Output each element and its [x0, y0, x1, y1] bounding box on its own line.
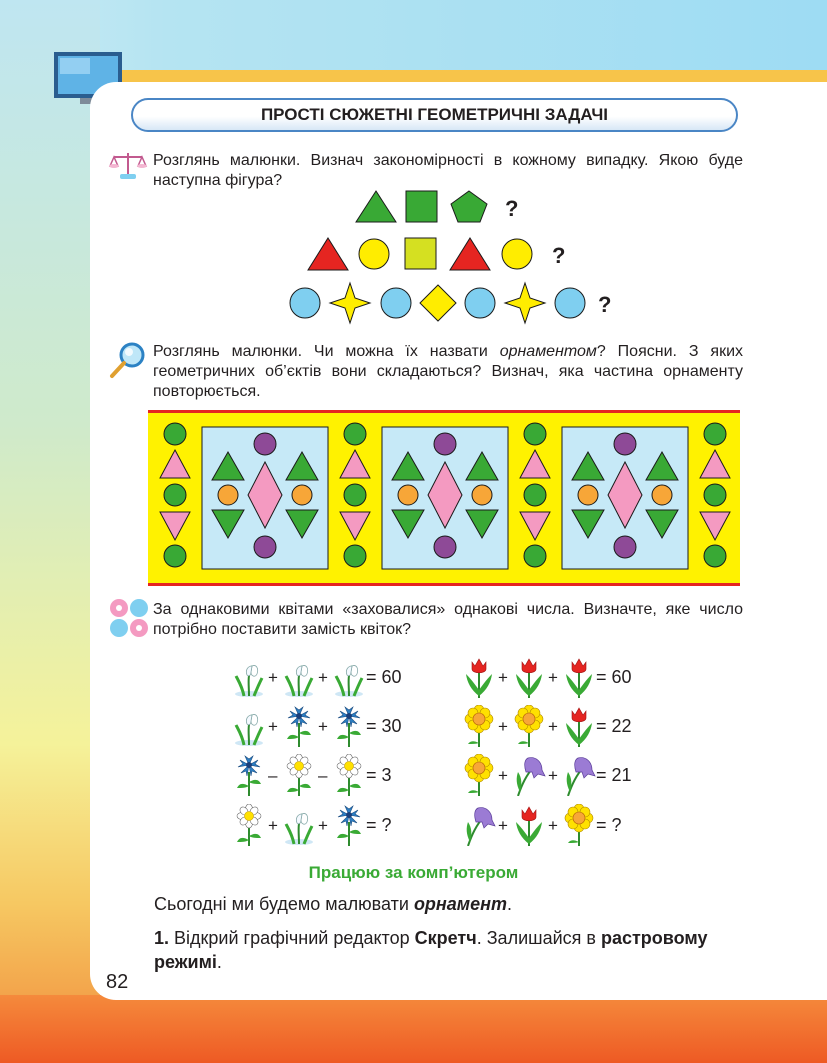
tulip-icon	[462, 656, 496, 698]
green-circle	[164, 484, 186, 506]
step-app-name: Скретч	[414, 928, 477, 948]
operator-sign: +	[268, 816, 278, 835]
task1-shape-rows	[0, 0, 827, 330]
step-number: 1.	[154, 928, 170, 948]
question-mark: ?	[505, 196, 519, 221]
bellflower-icon	[512, 754, 546, 796]
left-equation-result: = ?	[366, 815, 392, 835]
daisy-icon	[232, 804, 266, 846]
operator-sign: +	[318, 717, 328, 736]
green-pentagon	[451, 191, 487, 222]
sunflower-icon	[462, 705, 496, 747]
left-equation-result: = 60	[366, 667, 402, 687]
cornflower-icon	[332, 804, 366, 846]
cornflower-icon	[332, 705, 366, 747]
red-triangle	[450, 238, 490, 270]
lime-square	[405, 238, 436, 269]
cornflower-icon	[232, 754, 266, 796]
task2-text	[153, 342, 743, 402]
green-circle	[344, 484, 366, 506]
bellflower-icon	[462, 804, 496, 846]
bellflower-icon	[562, 754, 596, 796]
purple-circle	[254, 433, 276, 455]
green-circle	[164, 423, 186, 445]
yellow-star	[330, 283, 370, 323]
purple-circle	[614, 536, 636, 558]
green-square	[406, 191, 437, 222]
task1-text: Розглянь малюнки. Визнач закономірності в кожному випадку. Якою буде наступна фігура?	[153, 152, 743, 189]
yellow-rhombus	[420, 285, 456, 321]
operator-sign: +	[268, 717, 278, 736]
operator-sign: +	[498, 717, 508, 736]
purple-circle	[434, 433, 456, 455]
today-after: .	[507, 894, 513, 914]
operator-sign: +	[548, 668, 558, 687]
question-mark: ?	[552, 243, 566, 268]
daisy-icon	[282, 754, 316, 796]
orange-circle	[578, 485, 598, 505]
page-number: 82	[106, 971, 129, 993]
operator-sign: +	[548, 766, 558, 785]
operator-sign: –	[268, 766, 278, 785]
operator-sign: +	[548, 717, 558, 736]
right-equation-result: = 21	[596, 765, 632, 785]
green-circle	[344, 545, 366, 567]
blue-circle	[465, 288, 495, 318]
purple-circle	[434, 536, 456, 558]
task2-text-before: Розглянь малюнки. Чи можна їх назвати	[153, 343, 500, 360]
right-equation-result: = ?	[596, 815, 622, 835]
blue-circle	[290, 288, 320, 318]
operator-sign: +	[548, 816, 558, 835]
blue-circle	[555, 288, 585, 318]
operator-sign: +	[498, 668, 508, 687]
today-before: Сьогодні ми будемо малювати	[154, 894, 414, 914]
yellow-star	[505, 283, 545, 323]
magnifier-icon	[108, 340, 148, 380]
orange-circle	[292, 485, 312, 505]
green-circle	[524, 545, 546, 567]
task2-text-emphasis: орнаментом	[499, 343, 597, 360]
tulip-icon	[562, 656, 596, 698]
step-after: .	[216, 952, 222, 972]
green-circle	[344, 423, 366, 445]
green-circle	[704, 423, 726, 445]
tulip-icon	[562, 705, 596, 747]
today-bold: орнамент	[413, 894, 508, 914]
task2-text-after: ? Поясни. З яких геометричних об’єктів вони складаються? Визнач, яка частина орнаменту повторюється.	[153, 343, 744, 400]
step-before: Відкрий графічний редактор	[169, 928, 415, 948]
ornament-picture	[148, 410, 740, 586]
computer-heading: Працюю за комп’ютером	[308, 863, 519, 882]
page-background-bottom	[0, 995, 827, 1063]
step-1	[154, 926, 744, 974]
purple-circle	[254, 536, 276, 558]
blue-circle	[381, 288, 411, 318]
orange-circle	[218, 485, 238, 505]
green-circle	[704, 545, 726, 567]
yellow-circle	[359, 239, 389, 269]
orange-circle	[652, 485, 672, 505]
page-title: ПРОСТІ СЮЖЕТНІ ГЕОМЕТРИЧНІ ЗАДАЧІ	[131, 98, 738, 132]
snowdrop-icon	[282, 804, 316, 846]
step-mode: растровому режимі	[154, 928, 708, 972]
sunflower-icon	[462, 754, 496, 796]
task3-text: За однаковими квітами «заховалися» однакові числа. Визначте, яке число потрібно поставити замість квіток?	[153, 601, 743, 638]
sunflower-icon	[562, 804, 596, 846]
snowdrop-icon	[232, 656, 266, 698]
tulip-icon	[512, 804, 546, 846]
green-circle	[704, 484, 726, 506]
operator-sign: +	[318, 816, 328, 835]
green-circle	[524, 484, 546, 506]
operator-sign: +	[498, 766, 508, 785]
question-mark: ?	[598, 292, 612, 317]
operator-sign: –	[318, 766, 328, 785]
left-equation-result: = 30	[366, 716, 402, 736]
yellow-circle	[502, 239, 532, 269]
green-circle	[164, 545, 186, 567]
daisy-icon	[332, 754, 366, 796]
snowdrop-icon	[282, 656, 316, 698]
cornflower-icon	[282, 705, 316, 747]
operator-sign: +	[498, 816, 508, 835]
step-mid: . Залишайся в	[476, 928, 601, 948]
operator-sign: +	[318, 668, 328, 687]
orange-circle	[398, 485, 418, 505]
puzzle-icon	[108, 597, 150, 639]
right-equation-result: = 22	[596, 716, 632, 736]
right-equation-result: = 60	[596, 667, 632, 687]
snowdrop-icon	[332, 656, 366, 698]
red-triangle	[308, 238, 348, 270]
orange-circle	[472, 485, 492, 505]
green-triangle	[356, 191, 396, 222]
sunflower-icon	[512, 705, 546, 747]
left-equation-result: = 3	[366, 765, 392, 785]
today-sentence	[154, 894, 512, 915]
snowdrop-icon	[232, 705, 266, 747]
purple-circle	[614, 433, 636, 455]
operator-sign: +	[268, 668, 278, 687]
tulip-icon	[512, 656, 546, 698]
green-circle	[524, 423, 546, 445]
